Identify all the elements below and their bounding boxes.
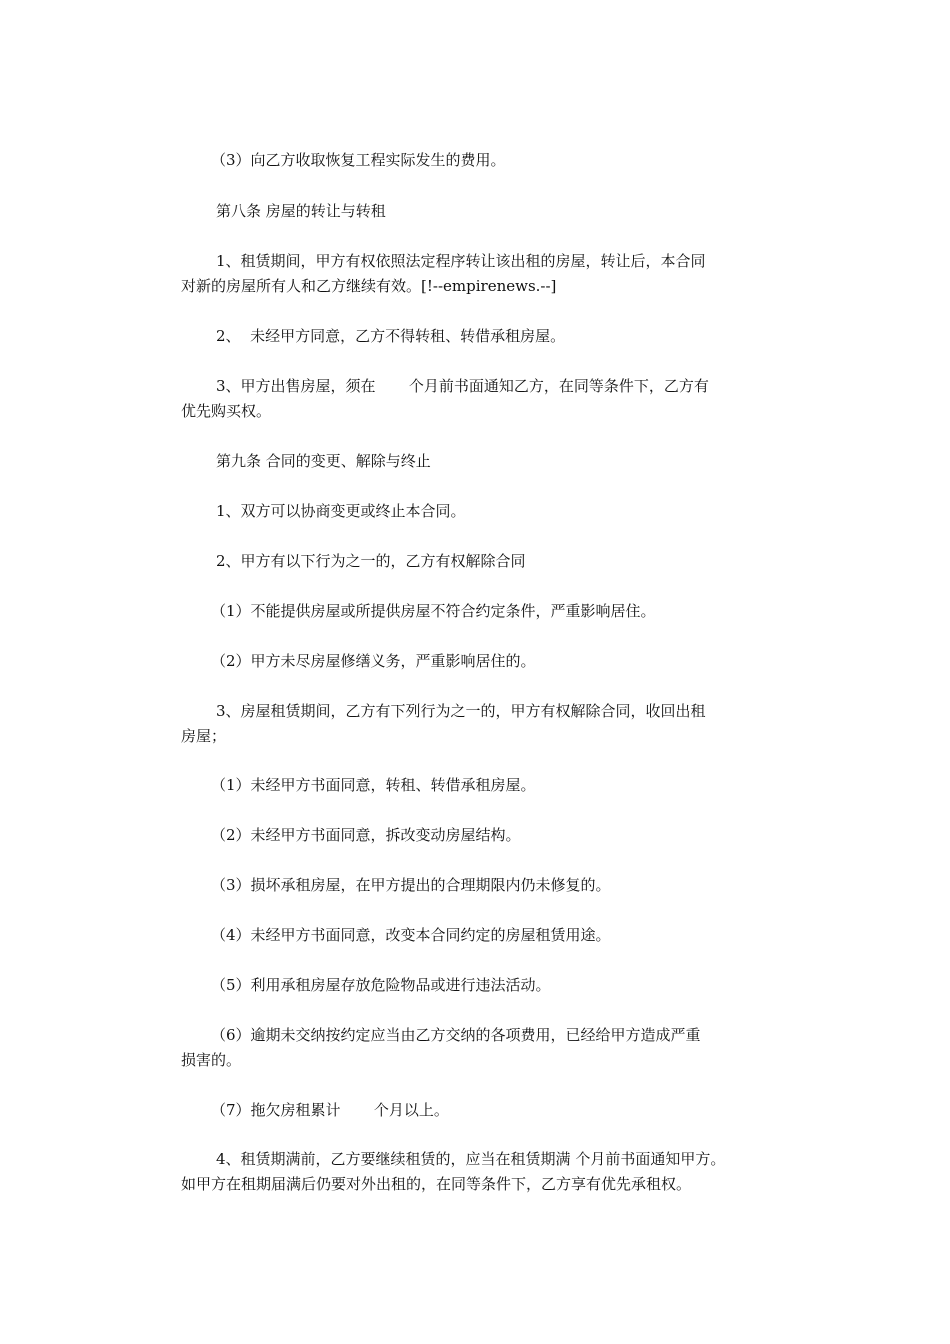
clause-7-item-3: [181, 148, 781, 173]
text-line: 2、甲方有以下行为之一的，乙方有权解除合同: [216, 552, 526, 570]
article-9-item-2-sub-1: [181, 599, 781, 624]
article-9-item-3-sub-5: [181, 973, 781, 998]
text-line: 损害的。: [181, 1051, 242, 1069]
text-line: （3）损坏承租房屋，在甲方提出的合理期限内仍未修复的。: [211, 876, 611, 894]
text-line: （6）逾期未交纳按约定应当由乙方交纳的各项费用，已经给甲方造成严重: [211, 1026, 701, 1044]
article-9-item-3-sub-1: [181, 773, 781, 798]
text-line: 第八条 房屋的转让与转租: [216, 202, 386, 220]
text-line: 4、租赁期满前，乙方要继续租赁的，应当在租赁期满 个月前书面通知甲方。: [216, 1150, 726, 1168]
article-9-item-3: [181, 699, 781, 749]
article-9-item-3-sub-2: [181, 823, 781, 848]
text-line: （4）未经甲方书面同意，改变本合同约定的房屋租赁用途。: [211, 926, 611, 944]
text-line: （3）向乙方收取恢复工程实际发生的费用。: [211, 151, 506, 169]
text-line: （1）未经甲方书面同意，转租、转借承租房屋。: [211, 776, 536, 794]
text-line: 2、 未经甲方同意，乙方不得转租、转借承租房屋。: [216, 327, 566, 345]
text-line: 房屋；: [181, 727, 227, 745]
article-8-item-3: [181, 374, 781, 424]
text-line: 对新的房屋所有人和乙方继续有效。[!--empirenews.--]: [181, 277, 557, 295]
article-8-heading: [181, 199, 781, 224]
text-line: 1、双方可以协商变更或终止本合同。: [216, 502, 466, 520]
article-8-item-1: [181, 249, 781, 299]
text-line: 如甲方在租期届满后仍要对外出租的，在同等条件下，乙方享有优先承租权。: [181, 1175, 692, 1193]
article-9-item-3-sub-4: [181, 923, 781, 948]
text-line: （2）未经甲方书面同意，拆改变动房屋结构。: [211, 826, 521, 844]
article-9-item-1: [181, 499, 781, 524]
article-8-item-2: [181, 324, 781, 349]
text-line: 1、租赁期间，甲方有权依照法定程序转让该出租的房屋，转让后，本合同: [216, 252, 706, 270]
article-9-item-4: [181, 1147, 781, 1197]
article-9-item-2: [181, 549, 781, 574]
article-9-heading: [181, 449, 781, 474]
article-9-item-3-sub-7: [181, 1098, 781, 1123]
text-line: （7）拖欠房租累计 个月以上。: [211, 1101, 449, 1119]
text-line: （1）不能提供房屋或所提供房屋不符合约定条件，严重影响居住。: [211, 602, 656, 620]
article-9-item-3-sub-3: [181, 873, 781, 898]
text-line: （2）甲方未尽房屋修缮义务，严重影响居住的。: [211, 652, 536, 670]
text-line: 3、房屋租赁期间，乙方有下列行为之一的，甲方有权解除合同，收回出租: [216, 702, 706, 720]
article-9-item-3-sub-6: [181, 1023, 781, 1073]
text-line: （5）利用承租房屋存放危险物品或进行违法活动。: [211, 976, 551, 994]
text-line: 第九条 合同的变更、解除与终止: [216, 452, 431, 470]
text-line: 3、甲方出售房屋，须在 个月前书面通知乙方，在同等条件下，乙方有: [216, 377, 709, 395]
text-line: 优先购买权。: [181, 402, 272, 420]
article-9-item-2-sub-2: [181, 649, 781, 674]
